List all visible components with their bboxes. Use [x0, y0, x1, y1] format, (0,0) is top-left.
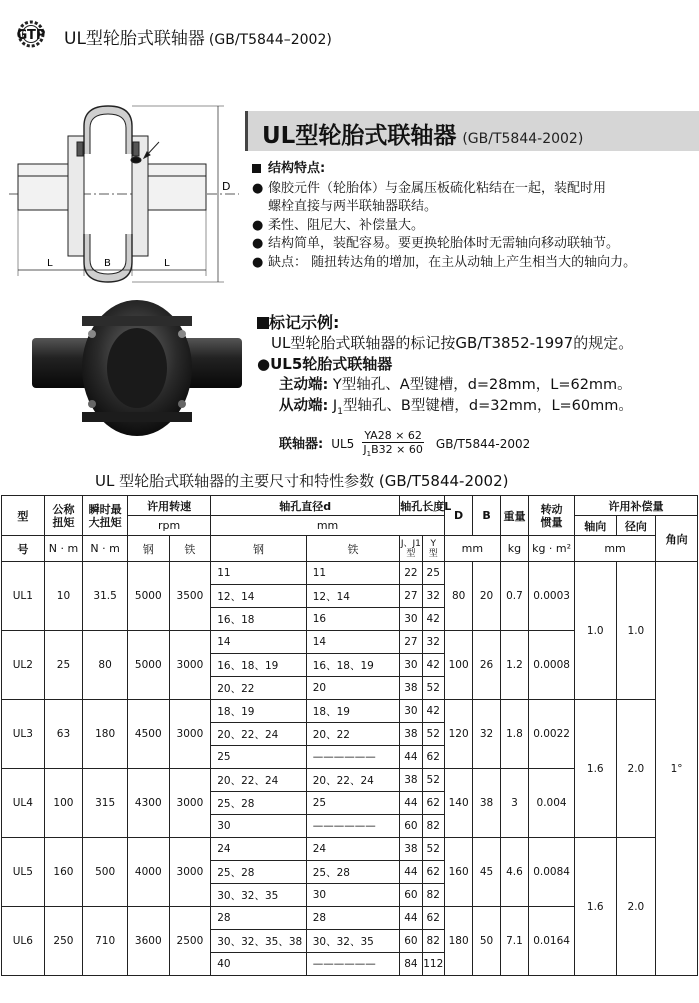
cell-speed-iron: 3000 — [169, 838, 211, 907]
cell-bore-steel: 20、22、24 — [211, 723, 307, 746]
cell-len-Y: 52 — [422, 838, 444, 861]
hdr-D: D — [444, 496, 472, 536]
coupler-marking — [257, 429, 697, 461]
cell-bore-steel: 25、28 — [211, 861, 307, 884]
hdr-radial: 径向 — [616, 516, 656, 536]
driver-text: Y型轴孔、A型键槽，d=28mm，L=62mm。 — [332, 377, 632, 393]
banner-title: UL型轮胎式联轴器 — [262, 123, 457, 149]
hdr-comp: 许用补偿量 — [574, 496, 697, 516]
feature-text: 结构简单，装配容易。要更换轮胎体时无需轴向移动联轴节。 — [268, 236, 620, 251]
cell-bore-iron: 20、22 — [306, 723, 399, 746]
cell-bore-iron: —————— — [306, 746, 399, 769]
features-section — [252, 160, 697, 272]
dim-L-right-label: L — [164, 258, 170, 269]
hdr-axial: 轴向 — [574, 516, 616, 536]
hdr-bore-unit: mm — [211, 516, 445, 536]
cell-bore-steel: 16、18、19 — [211, 654, 307, 677]
feature-text: 螺栓直接与两半联轴器联结。 — [268, 199, 438, 214]
banner-standard: (GB/T5844-2002) — [462, 131, 584, 147]
cell-bore-iron: —————— — [306, 815, 399, 838]
feature-item: ● 像胶元件（轮胎体）与金属压板硫化粘结在一起，装配时用 — [252, 180, 697, 199]
marking-fraction — [362, 429, 424, 461]
cell-inertia: 0.0022 — [529, 700, 575, 769]
cell-torque: 250 — [44, 907, 83, 976]
cell-D: 140 — [444, 769, 472, 838]
cell-comp-axial: 1.6 — [574, 700, 616, 838]
cell-bore-steel: 28 — [211, 907, 307, 930]
cell-bore-steel: 20、22、24 — [211, 769, 307, 792]
hdr-B: B — [473, 496, 500, 536]
cell-bore-iron: 18、19 — [306, 700, 399, 723]
marking-heading: 标记示例: — [269, 313, 340, 332]
cell-len-Y: 32 — [422, 631, 444, 654]
cell-torque: 25 — [44, 631, 83, 700]
coupling-drawing — [4, 98, 244, 290]
cell-len-Y: 82 — [422, 930, 444, 953]
cell-speed-iron: 2500 — [169, 907, 211, 976]
feature-text: 像胶元件（轮胎体）与金属压板硫化粘结在一起，装配时用 — [268, 180, 607, 196]
cell-speed-steel: 5000 — [127, 631, 169, 700]
cell-len-J: 84 — [400, 953, 422, 976]
hdr-angular: 角向 — [656, 516, 698, 562]
marking-description: UL型轮胎式联轴器的标记按GB/T3852-1997的规定。 — [271, 334, 634, 352]
cell-B: 20 — [473, 562, 500, 631]
hdr-speed-unit: rpm — [127, 516, 210, 536]
square-bullet-icon — [252, 164, 261, 173]
hdr-nm2: N · m — [83, 536, 128, 562]
hdr-weight: 重量 — [500, 496, 528, 536]
marking-subheading: UL5轮胎式联轴器 — [270, 355, 393, 373]
square-bullet-icon — [257, 317, 269, 329]
cell-inertia: 0.0008 — [529, 631, 575, 700]
cell-model: UL1 — [2, 562, 45, 631]
cell-len-Y: 62 — [422, 792, 444, 815]
cell-torque: 10 — [44, 562, 83, 631]
table-row — [2, 700, 698, 723]
cell-D: 80 — [444, 562, 472, 631]
cell-bore-iron: 20、22、24 — [306, 769, 399, 792]
cell-bore-steel: 30、32、35 — [211, 884, 307, 907]
cell-len-J: 27 — [400, 631, 422, 654]
cell-inertia: 0.004 — [529, 769, 575, 838]
cell-speed-steel: 3600 — [127, 907, 169, 976]
cell-B: 32 — [473, 700, 500, 769]
cell-speed-steel: 4000 — [127, 838, 169, 907]
cell-len-Y: 52 — [422, 769, 444, 792]
cell-weight: 7.1 — [500, 907, 528, 976]
gtp-logo — [4, 20, 58, 48]
coupler-standard: GB/T5844-2002 — [435, 437, 531, 452]
hdr-inst-torque: 瞬时最 大扭矩 — [83, 496, 128, 536]
hdr-speed-steel: 钢 — [127, 536, 169, 562]
svg-text:GTP: GTP — [16, 28, 46, 43]
hdr-bore-steel: 钢 — [211, 536, 307, 562]
cell-bore-iron: 20 — [306, 677, 399, 700]
cell-bore-steel: 25、28 — [211, 792, 307, 815]
cell-model: UL5 — [2, 838, 45, 907]
cell-model: UL3 — [2, 700, 45, 769]
cell-bore-iron: 16 — [306, 608, 399, 631]
cell-speed-steel: 4500 — [127, 700, 169, 769]
cell-inst-torque: 180 — [83, 700, 128, 769]
cell-inst-torque: 31.5 — [83, 562, 128, 631]
cell-inst-torque: 315 — [83, 769, 128, 838]
cell-len-J: 44 — [400, 861, 422, 884]
features-heading-row — [252, 160, 697, 180]
cell-speed-iron: 3000 — [169, 631, 211, 700]
cell-torque: 100 — [44, 769, 83, 838]
feature-item: ● 柔性、阻尼大、补偿量大。 — [252, 217, 697, 236]
cell-weight: 3 — [500, 769, 528, 838]
cell-inertia: 0.0003 — [529, 562, 575, 631]
cell-model: UL2 — [2, 631, 45, 700]
hdr-speed-iron: 铁 — [169, 536, 211, 562]
table-row — [2, 562, 698, 585]
cell-len-Y: 32 — [422, 585, 444, 608]
driver-end-line — [257, 375, 697, 396]
cell-len-J: 38 — [400, 838, 422, 861]
page-title — [64, 24, 332, 49]
feature-item: ● 结构简单，装配容易。要更换轮胎体时无需轴向移动联轴节。 — [252, 235, 697, 254]
cell-len-Y: 52 — [422, 677, 444, 700]
hdr-mm-DB: mm — [444, 536, 500, 562]
cell-bore-iron: 28 — [306, 907, 399, 930]
cell-bore-steel: 24 — [211, 838, 307, 861]
cell-comp-angular: 1° — [656, 562, 698, 976]
cell-bore-steel: 18、19 — [211, 700, 307, 723]
cell-len-J: 30 — [400, 700, 422, 723]
cell-bore-steel: 14 — [211, 631, 307, 654]
dim-L-left-label: L — [47, 258, 53, 269]
cell-len-J: 60 — [400, 930, 422, 953]
cell-B: 38 — [473, 769, 500, 838]
cell-speed-iron: 3000 — [169, 769, 211, 838]
cell-bore-steel: 16、18 — [211, 608, 307, 631]
cell-bore-iron: 25 — [306, 792, 399, 815]
cell-len-J: 60 — [400, 884, 422, 907]
cell-comp-radial: 2.0 — [616, 838, 656, 976]
fraction-top: YA28 × 62 — [364, 428, 422, 442]
cell-comp-radial: 2.0 — [616, 700, 656, 838]
marking-example: 标记示例: UL型轮胎式联轴器的标记按GB/T3852-1997的规定。 ●UL5轮胎式联轴器 主动端: Y型轴孔、A型键槽，d=28mm，L=62mm。 从动端: $J_1$型轴孔、B型键槽，d=32mm，L=60mm。 联轴器: UL5 $\frac{YA28 \times 62}{J_1B32 \times 60}$ GB/T5844-2002 — [257, 312, 697, 461]
fraction-bottom-prefix: J — [363, 442, 367, 456]
cell-comp-axial: 1.6 — [574, 838, 616, 976]
cell-B: 50 — [473, 907, 500, 976]
hdr-speed: 许用转速 — [127, 496, 210, 516]
cell-len-J: 22 — [400, 562, 422, 585]
cell-speed-steel: 5000 — [127, 562, 169, 631]
hdr-kg: kg — [500, 536, 528, 562]
cell-bore-steel: 40 — [211, 953, 307, 976]
cell-len-J: 27 — [400, 585, 422, 608]
cell-weight: 1.8 — [500, 700, 528, 769]
cell-len-Y: 62 — [422, 746, 444, 769]
cell-bore-iron: 25、28 — [306, 861, 399, 884]
cell-bore-steel: 12、14 — [211, 585, 307, 608]
hdr-torque: 公称 扭矩 — [44, 496, 83, 536]
feature-item — [252, 198, 697, 217]
cell-bore-iron: 16、18、19 — [306, 654, 399, 677]
cell-D: 100 — [444, 631, 472, 700]
driven-sub: 1 — [337, 406, 343, 417]
title-text: UL型轮胎式联轴器 — [64, 29, 205, 49]
cell-D: 160 — [444, 838, 472, 907]
coupler-label: 联轴器: — [279, 437, 324, 453]
cell-inst-torque: 710 — [83, 907, 128, 976]
cell-B: 45 — [473, 838, 500, 907]
cell-torque: 63 — [44, 700, 83, 769]
hdr-len-Y: Y 型 — [422, 536, 444, 562]
hdr-model: 型 — [2, 496, 45, 536]
hdr-bore: 轴孔直径d — [211, 496, 400, 516]
fraction-bottom-sub: 1 — [366, 450, 372, 459]
cell-len-J: 30 — [400, 654, 422, 677]
cell-bore-iron: 30、32、35 — [306, 930, 399, 953]
cell-weight: 4.6 — [500, 838, 528, 907]
cell-model: UL6 — [2, 907, 45, 976]
cell-len-Y: 112 — [422, 953, 444, 976]
hdr-bore-iron: 铁 — [306, 536, 399, 562]
cell-len-Y: 62 — [422, 907, 444, 930]
cell-inertia: 0.0084 — [529, 838, 575, 907]
cell-inst-torque: 80 — [83, 631, 128, 700]
cell-comp-radial: 1.0 — [616, 562, 656, 700]
cell-len-Y: 25 — [422, 562, 444, 585]
hdr-inertia: 转动 惯量 — [529, 496, 575, 536]
hdr-mm-comp: mm — [574, 536, 655, 562]
feature-text: 缺点： 随扭转达角的增加，在主从动轴上产生相当大的轴向力。 — [268, 254, 637, 270]
cell-speed-iron: 3000 — [169, 700, 211, 769]
cell-len-J: 30 — [400, 608, 422, 631]
cell-len-J: 38 — [400, 769, 422, 792]
cell-bore-iron: 24 — [306, 838, 399, 861]
cell-len-J: 38 — [400, 677, 422, 700]
feature-item: ● 缺点： 随扭转达角的增加，在主从动轴上产生相当大的轴向力。 — [252, 254, 697, 273]
cell-bore-steel: 11 — [211, 562, 307, 585]
hdr-kgm2: kg · m² — [529, 536, 575, 562]
cell-len-J: 44 — [400, 746, 422, 769]
cell-D: 120 — [444, 700, 472, 769]
cell-len-J: 44 — [400, 792, 422, 815]
cell-speed-iron: 3500 — [169, 562, 211, 631]
driver-label: 主动端: — [279, 377, 329, 393]
table-row — [2, 838, 698, 861]
dim-D-label: D — [222, 180, 231, 193]
cell-weight: 1.2 — [500, 631, 528, 700]
cell-torque: 160 — [44, 838, 83, 907]
cell-weight: 0.7 — [500, 562, 528, 631]
cell-bore-steel: 20、22 — [211, 677, 307, 700]
cell-len-J: 60 — [400, 815, 422, 838]
cell-model: UL4 — [2, 769, 45, 838]
hdr-nm1: N · m — [44, 536, 83, 562]
cell-D: 180 — [444, 907, 472, 976]
hdr-len: 轴孔长度L — [400, 496, 445, 516]
cell-len-Y: 42 — [422, 608, 444, 631]
cell-bore-iron: 12、14 — [306, 585, 399, 608]
cell-bore-steel: 30 — [211, 815, 307, 838]
product-banner — [245, 111, 699, 151]
cell-len-J: 38 — [400, 723, 422, 746]
cell-bore-iron: 14 — [306, 631, 399, 654]
cell-len-Y: 82 — [422, 815, 444, 838]
cell-inertia: 0.0164 — [529, 907, 575, 976]
table-title: UL 型轮胎式联轴器的主要尺寸和特性参数 (GB/T5844-2002) — [95, 472, 509, 490]
fraction-bottom: B32 × 60 — [371, 442, 423, 456]
cell-len-Y: 82 — [422, 884, 444, 907]
cell-B: 26 — [473, 631, 500, 700]
hdr-len-J: J、J1 型 — [400, 536, 422, 562]
cell-bore-iron: 11 — [306, 562, 399, 585]
cell-len-Y: 52 — [422, 723, 444, 746]
cell-bore-steel: 30、32、35、38 — [211, 930, 307, 953]
cell-len-Y: 42 — [422, 700, 444, 723]
cell-bore-iron: 30 — [306, 884, 399, 907]
dim-B-label: B — [104, 258, 111, 269]
hdr-model-bottom: 号 — [2, 536, 45, 562]
coupler-model: UL5 — [331, 437, 355, 452]
cell-inst-torque: 500 — [83, 838, 128, 907]
cell-bore-steel: 25 — [211, 746, 307, 769]
cell-len-Y: 42 — [422, 654, 444, 677]
cell-len-J: 44 — [400, 907, 422, 930]
driven-prefix: J — [332, 398, 338, 414]
cell-len-Y: 62 — [422, 861, 444, 884]
driven-label: 从动端: — [279, 398, 329, 414]
driven-text: 型轴孔、B型键槽，d=32mm，L=60mm。 — [342, 398, 633, 414]
cell-bore-iron: —————— — [306, 953, 399, 976]
spec-table — [1, 495, 698, 976]
title-standard: (GB/T5844–2002) — [208, 32, 332, 48]
cell-comp-axial: 1.0 — [574, 562, 616, 700]
cell-speed-steel: 4300 — [127, 769, 169, 838]
features-heading: 结构特点: — [268, 161, 326, 176]
feature-text: 柔性、阻尼大、补偿量大。 — [268, 217, 425, 233]
driven-end-line — [257, 396, 697, 423]
product-photo — [22, 296, 252, 441]
